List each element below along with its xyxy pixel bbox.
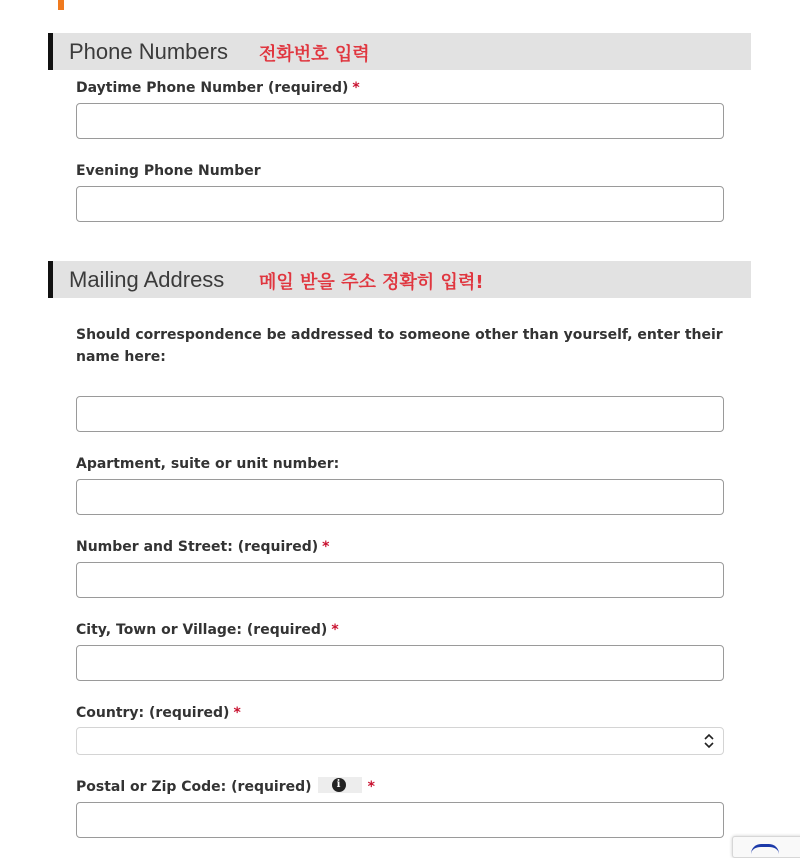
required-asterisk: * xyxy=(233,705,241,721)
mailing-address-title: Mailing Address xyxy=(69,267,225,292)
info-circle-icon: i xyxy=(332,778,346,792)
street-label xyxy=(76,536,329,558)
apartment-input[interactable] xyxy=(76,479,724,515)
recaptcha-badge[interactable] xyxy=(732,836,800,858)
country-select[interactable] xyxy=(76,727,724,755)
evening-phone-label: Evening Phone Number xyxy=(76,163,261,179)
mailing-address-header xyxy=(48,261,751,298)
postal-label-text: Postal or Zip Code: (required) xyxy=(76,779,312,795)
phone-numbers-title: Phone Numbers xyxy=(69,39,228,64)
postal-code-input[interactable] xyxy=(76,802,724,838)
daytime-phone-label-text: Daytime Phone Number (required) xyxy=(76,80,349,96)
required-asterisk: * xyxy=(322,539,330,555)
required-asterisk: * xyxy=(352,80,360,96)
postal-label xyxy=(76,776,375,798)
phone-numbers-header xyxy=(48,33,751,70)
phone-numbers-annotation: 전화번호 입력 xyxy=(259,44,370,65)
addressee-name-input[interactable] xyxy=(76,396,724,432)
daytime-phone-label xyxy=(76,77,360,99)
daytime-phone-input[interactable] xyxy=(76,103,724,139)
country-label-text: Country: (required) xyxy=(76,705,230,721)
city-label xyxy=(76,619,339,641)
required-asterisk: * xyxy=(331,622,339,638)
addressee-label: Should correspondence be addressed to someone other than yourself, enter their name here: xyxy=(76,327,723,365)
street-input[interactable] xyxy=(76,562,724,598)
recaptcha-logo-icon xyxy=(751,844,779,857)
select-chevron-icon xyxy=(703,733,715,749)
evening-phone-input[interactable] xyxy=(76,186,724,222)
city-label-text: City, Town or Village: (required) xyxy=(76,622,328,638)
city-input[interactable] xyxy=(76,645,724,681)
orange-accent-bar xyxy=(58,0,64,10)
postal-info-tooltip[interactable] xyxy=(318,777,362,793)
mailing-address-annotation: 메일 받을 주소 정확히 입력! xyxy=(259,272,484,293)
street-label-text: Number and Street: (required) xyxy=(76,539,319,555)
country-label xyxy=(76,702,241,724)
apartment-label: Apartment, suite or unit number: xyxy=(76,456,340,472)
required-asterisk: * xyxy=(367,779,375,795)
